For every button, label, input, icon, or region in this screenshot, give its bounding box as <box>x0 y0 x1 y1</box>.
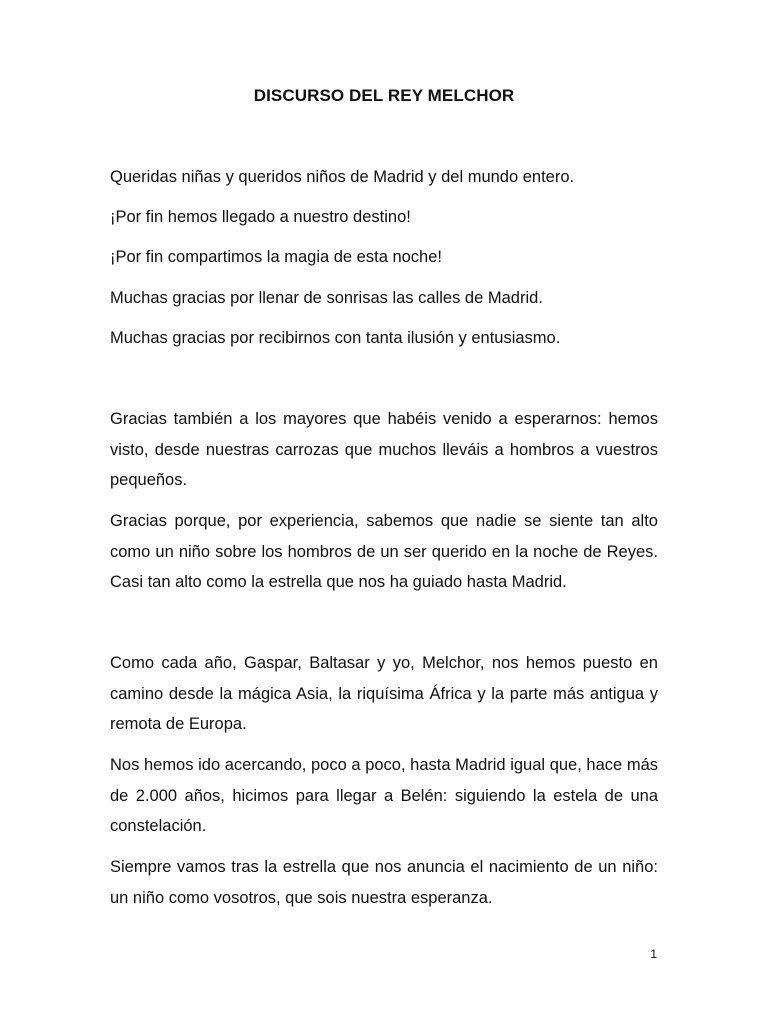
paragraph-3: ¡Por fin compartimos la magia de esta noche! <box>110 248 442 266</box>
paragraph-1: Queridas niñas y queridos niños de Madrid y del mundo entero. <box>110 168 575 186</box>
paragraph-2: ¡Por fin hemos llegado a nuestro destino! <box>110 208 411 226</box>
paragraph-7: Gracias porque, por experiencia, sabemos que nadie se siente tan alto como un niño sobre los hombros de un ser querido en la noche de Reyes. Casi tan alto como la estrella que nos ha guiado hasta Madrid. <box>110 512 658 591</box>
paragraph-9: Nos hemos ido acercando, poco a poco, hasta Madrid igual que, hace más de 2.000 años, hicimos para llegar a Belén: siguiendo la estela de una constelación. <box>110 756 658 835</box>
paragraph-8: Como cada año, Gaspar, Baltasar y yo, Melchor, nos hemos puesto en camino desde la mágica Asia, la riquísima África y la parte más antigua y remota de Europa. <box>110 654 658 733</box>
paragraph-5: Muchas gracias por recibirnos con tanta ilusión y entusiasmo. <box>110 329 561 347</box>
paragraph-10: Siempre vamos tras la estrella que nos anuncia el nacimiento de un niño: un niño como vosotros, que sois nuestra esperanza. <box>110 858 658 907</box>
document-title: DISCURSO DEL REY MELCHOR <box>253 86 515 105</box>
paragraph-6: Gracias también a los mayores que habéis venido a esperarnos: hemos visto, desde nuestras carrozas que muchos lleváis a hombros a vuestros pequeños. <box>110 410 658 489</box>
page-number: 1 <box>650 947 657 961</box>
paragraph-4: Muchas gracias por llenar de sonrisas las calles de Madrid. <box>110 289 543 307</box>
